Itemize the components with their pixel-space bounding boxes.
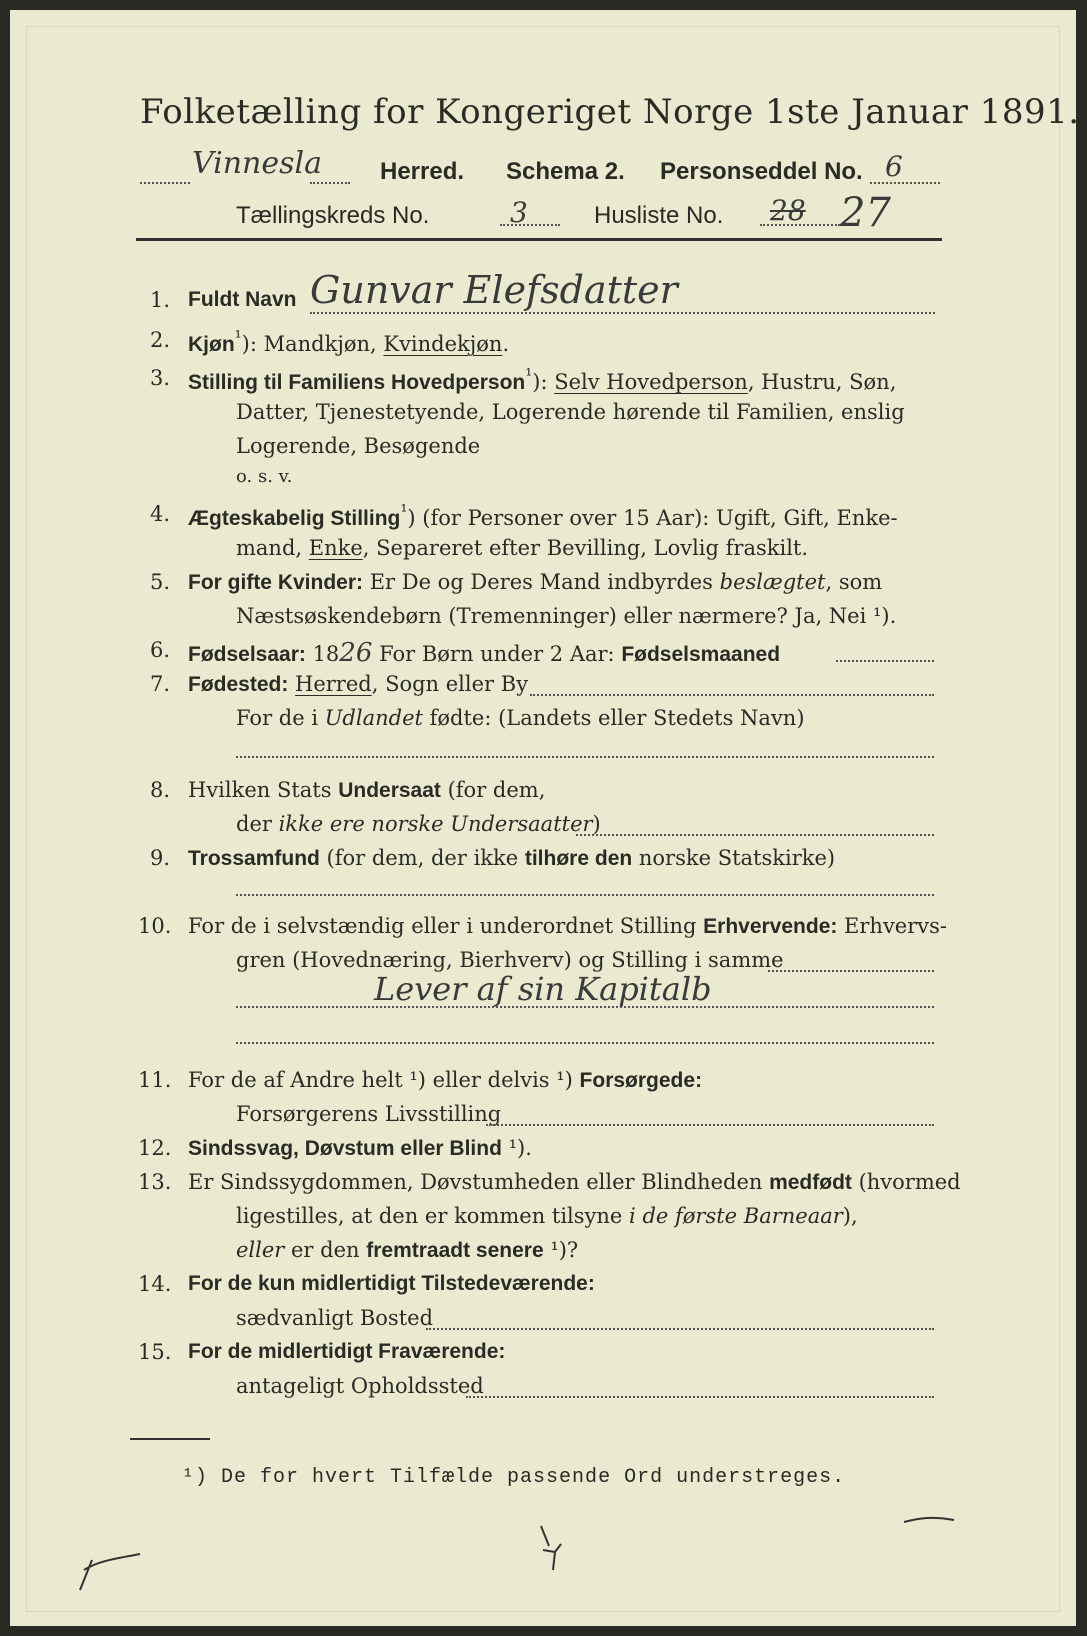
fuldt-navn-value: Gunvar Elefsdatter	[310, 268, 678, 312]
dotted-line	[466, 1396, 934, 1398]
stilling-line-4: o. s. v.	[236, 466, 293, 487]
dotted-line	[870, 182, 940, 184]
forsorgede-line-1: For de af Andre helt ¹) eller delvis ¹) Forsørgede:	[188, 1068, 703, 1092]
pen-mark	[535, 1520, 575, 1580]
dotted-line	[236, 1042, 934, 1044]
pen-mark	[900, 1510, 960, 1530]
footnote-rule	[130, 1438, 210, 1440]
dotted-line	[760, 224, 840, 226]
fodested-line-1: Fødested: Herred, Sogn eller By	[188, 672, 529, 696]
item-number: 12.	[138, 1136, 172, 1160]
tilstede-line-2: sædvanligt Bosted	[236, 1306, 434, 1330]
item-number: 9.	[150, 846, 171, 870]
item-number: 7.	[150, 672, 171, 696]
husliste-label: Husliste No.	[594, 202, 724, 229]
husliste-number: 28	[770, 194, 806, 227]
item-number: 13.	[138, 1170, 172, 1194]
erhverv-line-2: gren (Hovednæring, Bierhverv) og Stilling i samme	[236, 948, 784, 972]
medfodt-line-3: eller er den fremtraadt senere ¹)?	[236, 1238, 579, 1262]
gifte-line-1: For gifte Kvinder: Er De og Deres Mand indbyrdes beslægtet, som	[188, 570, 883, 594]
erhverv-line-1: For de i selvstændig eller i underordnet Stilling Erhvervende: Erhvervs-	[188, 914, 948, 938]
dotted-line	[236, 1006, 934, 1008]
undersaat-line-1: Hvilken Stats Undersaat (for dem,	[188, 778, 546, 802]
fuldt-navn-label: Fuldt Navn	[188, 288, 297, 311]
kreds-number: 3	[510, 196, 528, 229]
item-number: 14.	[138, 1272, 172, 1296]
dotted-line	[236, 894, 934, 896]
schema-label: Schema 2.	[506, 158, 625, 185]
dotted-line	[530, 694, 934, 696]
erhverv-value: Lever af sin Kapitalb	[374, 970, 712, 1008]
item-number: 4.	[150, 502, 171, 526]
gifte-line-2: Næstsøskendebørn (Tremenninger) eller nærmere? Ja, Nei ¹).	[236, 604, 897, 628]
item-number: 5.	[150, 570, 171, 594]
header-rule	[136, 238, 942, 241]
aegteskab-line-2: mand, Enke, Separeret efter Bevilling, Lovlig fraskilt.	[236, 536, 809, 560]
trossamfund-line: Trossamfund (for dem, der ikke tilhøre den norske Statskirke)	[188, 846, 836, 870]
personseddel-number: 6	[885, 150, 903, 183]
herred-label: Herred.	[380, 158, 465, 185]
medfodt-line-1: Er Sindssygdommen, Døvstumheden eller Blindheden medfødt (hvormed	[188, 1170, 961, 1194]
aegteskab-line-1: Ægteskabelig Stilling$^{^1}$) (for Personer over 15 Aar): Ugift, Gift, Enke-	[188, 502, 898, 530]
item-number: 11.	[138, 1068, 172, 1092]
item-number: 10.	[138, 914, 172, 938]
dotted-line	[500, 224, 560, 226]
kjon-line: Kjøn$^{^1}$): Mandkjøn, Kvindekjøn.	[188, 328, 510, 356]
form-title: Folketælling for Kongeriget Norge 1ste Januar 1891.	[140, 92, 1080, 132]
census-form-page	[10, 10, 1080, 1626]
herred-name: Vinnesla	[192, 146, 323, 181]
personseddel-label: Personseddel No.	[660, 158, 863, 185]
fravaerende-label: For de midlertidigt Fraværende:	[188, 1340, 506, 1363]
dotted-line	[310, 312, 935, 314]
fravaerende-line-2: antageligt Opholdssted	[236, 1374, 484, 1398]
stilling-line-2: Datter, Tjenestetyende, Logerende hørende til Familien, enslig	[236, 400, 905, 424]
forsorgede-line-2: Forsørgerens Livsstilling	[236, 1102, 502, 1126]
item-number: 2.	[150, 328, 171, 352]
stilling-line-3: Logerende, Besøgende	[236, 434, 481, 458]
item-number: 1.	[150, 288, 171, 312]
husliste-number-corrected: 27	[840, 190, 891, 236]
dotted-line	[426, 1328, 934, 1330]
medfodt-line-2: ligestilles, at den er kommen tilsyne i de første Barneaar),	[236, 1204, 858, 1228]
dotted-line	[768, 970, 934, 972]
item-number: 6.	[150, 638, 171, 662]
kreds-label: Tællingskreds No.	[236, 202, 430, 229]
pen-mark	[70, 1540, 150, 1600]
sindssvag-line: Sindssvag, Døvstum eller Blind ¹).	[188, 1136, 532, 1160]
dotted-line	[236, 756, 934, 758]
tilstede-label: For de kun midlertidigt Tilstedeværende:	[188, 1272, 595, 1295]
stilling-line-1: Stilling til Familiens Hovedperson$^{^1}$): Selv Hovedperson, Hustru, Søn,	[188, 366, 897, 394]
item-number: 15.	[138, 1340, 172, 1364]
dotted-line	[486, 1124, 934, 1126]
dotted-line	[140, 182, 190, 184]
fodested-line-2: For de i Udlandet fødte: (Landets eller Stedets Navn)	[236, 706, 805, 730]
item-number: 8.	[150, 778, 171, 802]
footnote: ¹) De for hvert Tilfælde passende Ord understreges.	[182, 1466, 846, 1489]
fodselsaar-line: Fødselsaar: 1826 For Børn under 2 Aar: Fødselsmaaned	[188, 638, 781, 668]
item-number: 3.	[150, 366, 171, 390]
dotted-line	[576, 834, 934, 836]
dotted-line	[310, 182, 350, 184]
undersaat-line-2: der ikke ere norske Undersaatter)	[236, 812, 601, 836]
dotted-line	[836, 660, 934, 662]
